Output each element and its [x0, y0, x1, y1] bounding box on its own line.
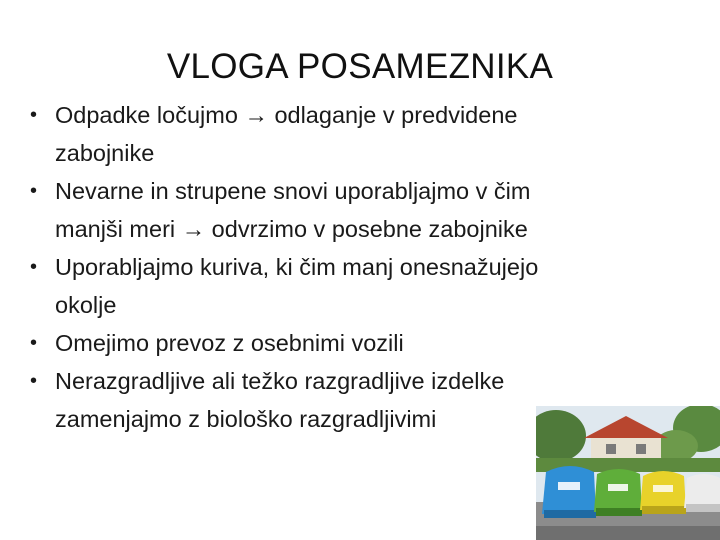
recycling-bins-photo	[536, 406, 720, 540]
bullet-icon: •	[30, 256, 38, 278]
bullet-text-line: Omejimo prevoz z osebnimi vozili	[55, 330, 404, 356]
bullet-text-line: Uporabljajmo kuriva, ki čim manj onesnažujejo	[55, 254, 539, 280]
bullet-text-line: Odpadke ločujmo → odlaganje v predvidene	[55, 102, 518, 128]
bullet-list	[30, 96, 670, 438]
bullet-text-line: okolje	[55, 292, 117, 318]
bullet-text-line: zabojnike	[55, 140, 155, 166]
bullet-icon: •	[30, 180, 38, 202]
bullet-icon: •	[30, 332, 38, 354]
bullet-text-line: Nevarne in strupene snovi uporabljajmo v čim	[55, 178, 531, 204]
bullet-item	[30, 324, 670, 362]
recycling-bins-image	[536, 406, 720, 540]
slide-title: VLOGA POSAMEZNIKA	[166, 47, 554, 86]
bullet-text-line: Nerazgradljive ali težko razgradljive izdelke	[55, 368, 505, 394]
bullet-item	[30, 248, 670, 324]
bullet-text-line: zamenjajmo z biološko razgradljivimi	[55, 406, 437, 432]
bullet-icon: •	[30, 370, 38, 392]
bullet-item	[30, 96, 670, 172]
bullet-text-line: manjši meri → odvrzimo v posebne zabojnike	[55, 216, 528, 242]
bullet-item	[30, 172, 670, 248]
bullet-icon: •	[30, 104, 38, 126]
